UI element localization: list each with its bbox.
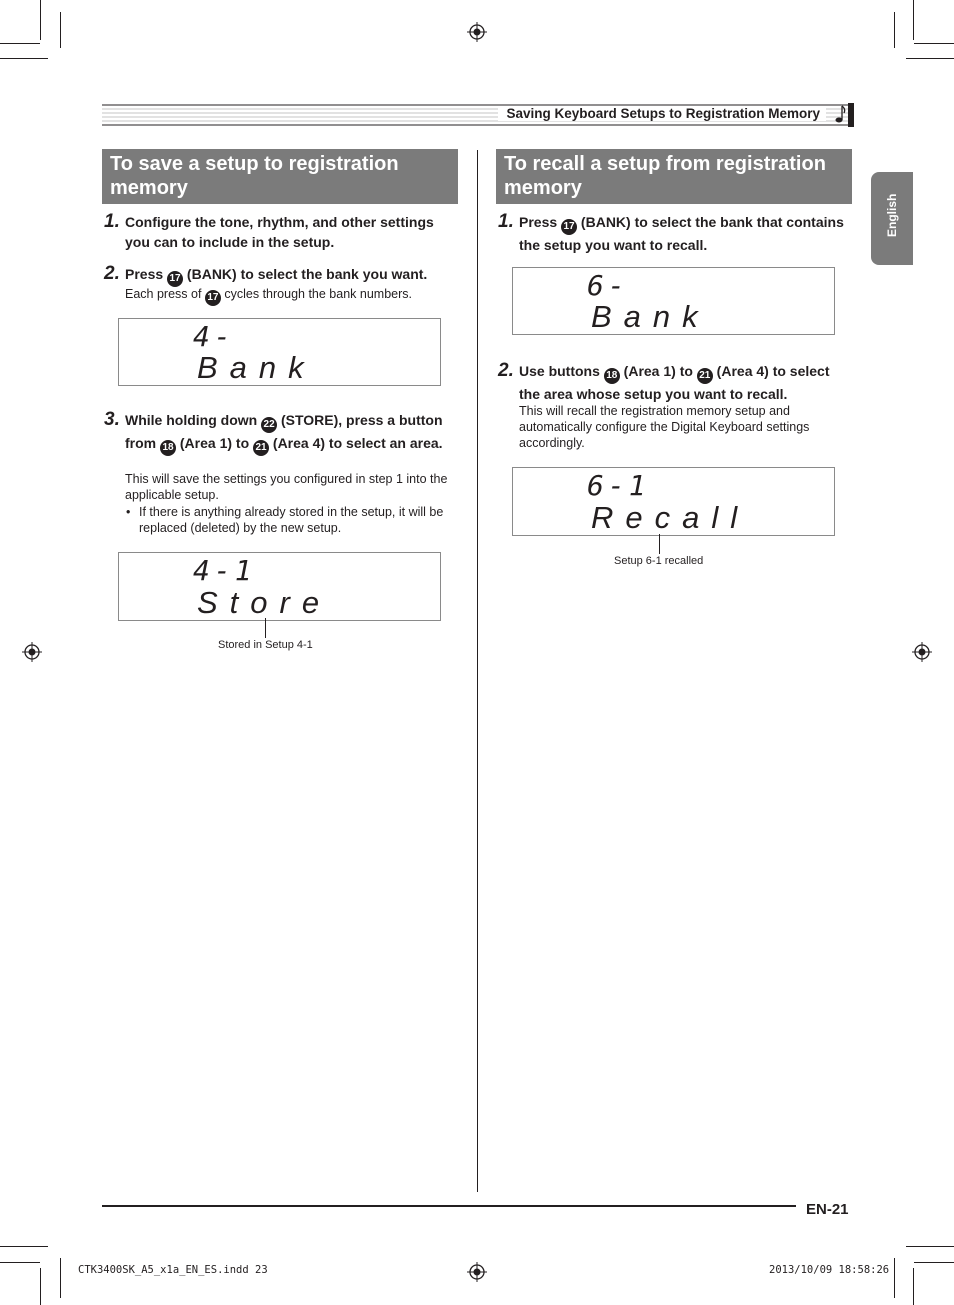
crop-mark [40,1268,41,1305]
language-tab-label: English [885,193,899,237]
lcd-line-2: Recall [591,500,750,535]
button-21-icon: 21 [253,440,269,456]
footer-rule [102,1205,796,1207]
crop-mark [60,1258,61,1298]
button-18-icon: 18 [160,440,176,456]
crop-mark [914,1262,954,1263]
step-note: This will recall the registration memory setup and automatically configure the Digital Keyboard settings accordingly. [519,404,810,450]
crop-mark [0,1262,40,1263]
step-text: While holding down 22 (STORE), press a button from 18 (Area 1) to 21 (Area 4) to select an area. [125,410,460,456]
step-number: 2. [498,360,514,381]
button-21-icon: 21 [697,368,713,384]
bullet-item: • [126,505,131,519]
step-number: 2. [104,263,120,284]
button-17-icon: 17 [561,219,577,235]
lcd-line-1: 6- [587,269,629,302]
lcd-line-1: 4-1 [193,554,256,587]
registration-target-icon [912,642,932,662]
button-22-icon: 22 [261,417,277,433]
lcd-display [118,552,441,621]
callout-line [659,534,660,554]
crop-mark [906,1246,954,1247]
step-note: Each press of 17 cycles through the bank numbers. [125,286,460,306]
button-18-icon: 18 [604,368,620,384]
callout-line [265,618,266,638]
step-number: 1. [498,211,514,232]
step-text: Configure the tone, rhythm, and other settings you can to include in the setup. [125,214,434,250]
crop-mark [906,58,954,59]
step-text: Use buttons 18 (Area 1) to 21 (Area 4) to select the area whose setup you want to recall. [519,363,830,402]
lcd-caption: Setup 6-1 recalled [614,555,704,567]
crop-mark [0,1246,48,1247]
step-text: Press 17 (BANK) to select the bank you want. [125,264,460,287]
lcd-line-1: 6-1 [587,469,650,502]
column-divider [477,150,478,1192]
lcd-display [512,267,835,335]
lcd-display [118,318,441,386]
bullet-text: If there is anything already stored in the setup, it will be replaced (deleted) by the new setup. [139,505,444,535]
slug-filename: CTK3400SK_A5_x1a_EN_ES.indd 23 [78,1264,268,1276]
button-17-icon: 17 [167,271,183,287]
crop-mark [0,43,40,44]
lcd-line-1: 4- [193,320,235,353]
music-note-icon [834,104,846,124]
crop-mark [913,0,914,40]
step-number: 3. [104,409,120,430]
section-heading-recall: To recall a setup from registration memory [496,149,852,204]
crop-mark [913,1268,914,1305]
page-number: EN-21 [806,1201,849,1218]
lcd-display [512,467,835,536]
step-number: 1. [104,211,120,232]
crop-mark [914,43,954,44]
lcd-line-2: Bank [197,350,316,385]
crop-mark [894,12,895,48]
crop-mark [0,58,48,59]
crop-mark [40,0,41,40]
button-17-icon: 17 [205,290,221,306]
lcd-line-2: Store [197,585,332,620]
step-text: Press 17 (BANK) to select the bank that contains the setup you want to recall. [519,214,844,253]
registration-target-icon [467,22,487,42]
lcd-caption: Stored in Setup 4-1 [218,639,313,651]
crop-mark [60,12,61,48]
lcd-line-2: Bank [591,299,710,334]
section-heading-save: To save a setup to registration memory [102,149,458,204]
crop-mark [894,1258,895,1298]
running-header-title: Saving Keyboard Setups to Registration Memory [498,106,826,121]
slug-timestamp: 2013/10/09 18:58:26 [769,1264,890,1276]
registration-target-icon [22,642,42,662]
step-note: This will save the settings you configured in step 1 into the applicable setup. [125,472,448,502]
registration-target-icon [467,1262,487,1282]
language-tab [871,172,913,265]
header-end-bar [848,103,854,127]
